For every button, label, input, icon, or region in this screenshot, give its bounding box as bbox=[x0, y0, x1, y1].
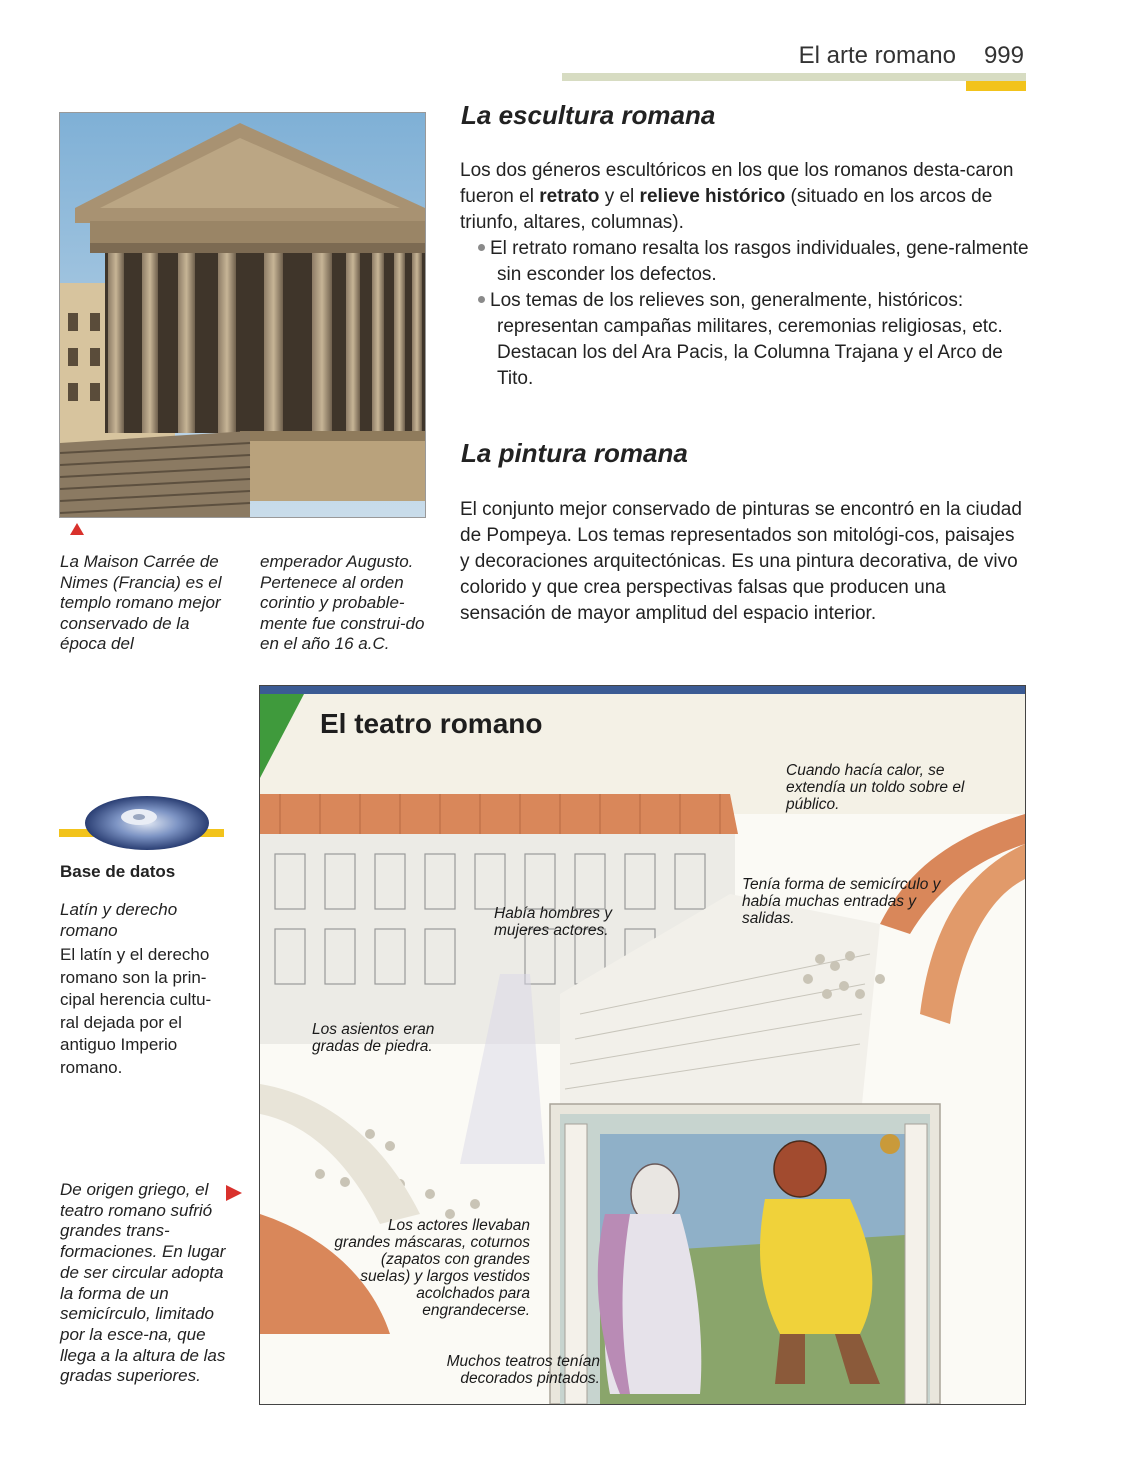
database-text: El latín y el derecho romano son la prin-cipal herencia cultu-ral dejada por el antiguo Imperio romano. bbox=[60, 945, 212, 1077]
maison-carree-photo bbox=[59, 112, 426, 518]
sculpture-intro bbox=[460, 158, 1025, 236]
database-title: Base de datos bbox=[60, 862, 176, 881]
label-awning: Cuando hacía calor, se extendía un toldo sobre el público. bbox=[786, 762, 965, 813]
sculpture-heading: La escultura romana bbox=[461, 100, 716, 130]
term-retrato: retrato bbox=[539, 186, 600, 207]
cd-disc-icon bbox=[83, 793, 211, 853]
red-triangle-icon bbox=[70, 523, 84, 535]
bullet-reliefs-text: Los temas de los relieves son, generalmente, históricos: representan campañas militares, ceremonias religiosas, etc. Destacan los del Ara Pacis, la Columna Trajana y el Arco de Tito. bbox=[490, 290, 1003, 389]
running-header bbox=[760, 38, 1026, 78]
bullet-portrait-text: El retrato romano resalta los rasgos individuales, gene-ralmente sin esconder los defectos. bbox=[490, 238, 1029, 285]
bullet-dot-icon bbox=[478, 296, 485, 303]
theatre-top-bar bbox=[260, 686, 1025, 694]
term-relieve-historico: relieve histórico bbox=[639, 186, 786, 207]
bullet-dot-icon bbox=[478, 244, 485, 251]
theatre-illustration bbox=[259, 685, 1026, 1405]
painting-heading: La pintura romana bbox=[461, 438, 688, 468]
label-seats: Los asientos eran gradas de piedra. bbox=[312, 1021, 435, 1055]
theatre-title: El teatro romano bbox=[320, 708, 543, 739]
section-title: El arte romano bbox=[798, 42, 956, 69]
label-scenery: Muchos teatros tenían decorados pintados. bbox=[446, 1353, 600, 1387]
temple-caption-col1: La Maison Carrée de Nimes (Francia) es el templo romano mejor conservado de la época del bbox=[60, 552, 222, 653]
header-accent-bar bbox=[966, 81, 1026, 91]
bullet-portrait bbox=[478, 236, 1044, 288]
intro-text-2: y el bbox=[599, 186, 640, 207]
theatre-green-corner bbox=[260, 694, 304, 778]
label-actors-mix: Había hombres y mujeres actores. bbox=[494, 905, 613, 939]
red-arrow-icon bbox=[226, 1185, 242, 1201]
database-subtitle: Latín y derecho romano bbox=[60, 900, 178, 940]
page-number: 999 bbox=[983, 42, 1024, 69]
label-semicircle: Tenía forma de semicírculo y había muchas entradas y salidas. bbox=[742, 876, 941, 927]
painting-body: El conjunto mejor conservado de pinturas se encontró en la ciudad de Pompeya. Los temas representados son mitológi-cos, paisajes y decoraciones arquitectónicas. Es una pintura decorativa, de vivo colorido y que crea perspectivas falsas que producen una sensación de mayor amplitud del espacio interior. bbox=[460, 499, 1022, 624]
temple-caption-col2: emperador Augusto. Pertenece al orden corintio y probable-mente fue construi-do en el año 16 a.C. bbox=[260, 552, 425, 653]
intro-text-3: (situado en los arcos de triunfo, altares, columnas). bbox=[460, 186, 993, 233]
bullet-reliefs bbox=[478, 288, 1044, 392]
intro-text-1: Los dos géneros escultóricos en los que los romanos desta-caron fueron el bbox=[460, 160, 1014, 207]
label-masks: Los actores llevaban grandes máscaras, coturnos (zapatos con grandes suelas) y largos vestidos acolchados para engrandecerse. bbox=[334, 1217, 530, 1319]
header-rule bbox=[562, 73, 1026, 81]
theatre-caption: De origen griego, el teatro romano sufrió grandes trans-formaciones. En lugar de ser circular adopta la forma de un semicírculo, limitado por la esce-na, que llega a la altura de las gradas superiores. bbox=[60, 1180, 226, 1386]
